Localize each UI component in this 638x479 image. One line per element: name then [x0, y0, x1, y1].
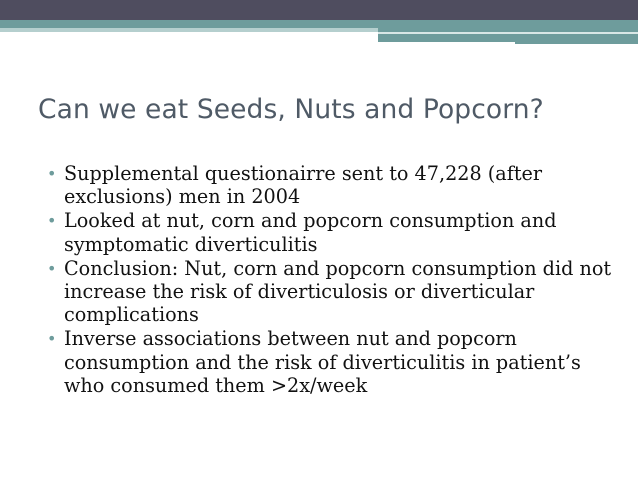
- bullet-text: Conclusion: Nut, corn and popcorn consumption did not increase the risk of diverticulosis or diverticular complications: [64, 256, 612, 327]
- header-band-teal: [0, 20, 638, 28]
- bullet-item: [44, 209, 619, 255]
- bullet-text: Inverse associations between nut and popcorn consumption and the risk of diverticulitis in patient’s who consumed them >2x/week: [64, 327, 581, 397]
- slide-title: Can we eat Seeds, Nuts and Popcorn?: [38, 94, 544, 125]
- bullet-text: Looked at nut, corn and popcorn consumption and symptomatic diverticulitis: [64, 209, 557, 256]
- bullet-dot-icon: •: [47, 211, 57, 231]
- header-band-dark: [0, 0, 638, 20]
- header-accent-thin: [515, 42, 638, 44]
- header-accent-line: [378, 32, 638, 34]
- bullet-text: Supplemental questionairre sent to 47,228 (after exclusions) men in 2004: [64, 162, 543, 209]
- bullet-item: [44, 327, 619, 397]
- bullet-dot-icon: •: [47, 258, 57, 278]
- bullet-dot-icon: •: [47, 164, 57, 183]
- header-band-accent: [378, 28, 638, 42]
- bullet-item: [44, 162, 619, 208]
- bullet-item: [44, 257, 619, 327]
- header-band-light: [0, 28, 378, 32]
- bullet-list: [44, 162, 619, 398]
- bullet-dot-icon: •: [47, 329, 57, 349]
